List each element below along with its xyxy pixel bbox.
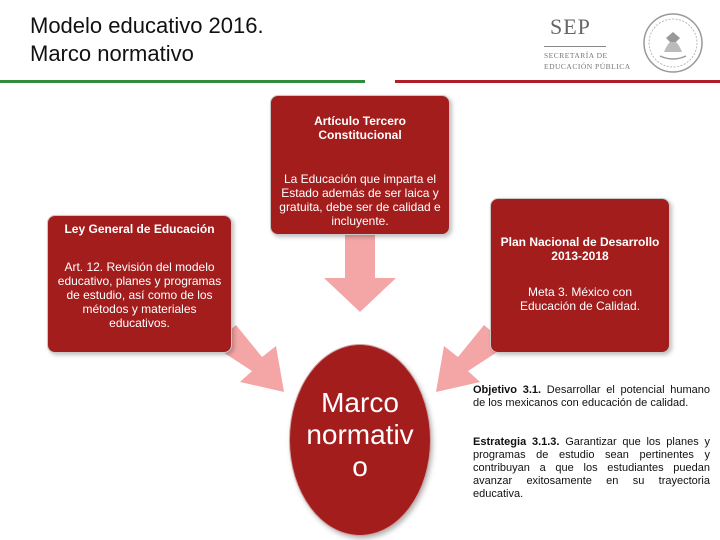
center-line-2: normativ <box>306 419 414 450</box>
node-plan-nacional <box>490 198 670 353</box>
title-line-1: Modelo educativo 2016. <box>30 13 264 38</box>
node-marco-normativo <box>290 345 430 535</box>
node-articulo-tercero-heading: Artículo Tercero Constitucional <box>314 114 406 142</box>
node-articulo-tercero <box>270 95 450 235</box>
center-line-3: o <box>352 451 368 482</box>
arrow-top-down <box>324 235 396 312</box>
center-line-1: Marco <box>321 387 399 418</box>
node-articulo-tercero-body: La Educación que imparta el Estado además de ser laica y gratuita, debe ser de calidad e incluyente. <box>279 172 441 228</box>
node-ley-general-heading: Ley General de Educación <box>64 222 215 236</box>
sep-wordmark: SEP <box>550 14 591 39</box>
sep-subtitle-line-1: SECRETARÍA DE <box>544 51 608 60</box>
node-ley-general <box>47 215 232 353</box>
sep-subtitle-line-2: EDUCACIÓN PÚBLICA <box>544 62 631 71</box>
node-plan-nacional-heading: Plan Nacional de Desarrollo 2013-2018 <box>500 235 660 263</box>
strategy-text <box>473 436 710 501</box>
objective-body: Desarrollar el potencial humano de los mexicanos con educación de calidad. <box>473 384 710 409</box>
objective-label: Objetivo 3.1. <box>473 384 542 396</box>
node-plan-nacional-body: Meta 3. México con Educación de Calidad. <box>519 285 641 313</box>
strategy-label: Estrategia 3.1.3. <box>473 436 560 448</box>
strategy-body: Garantizar que los planes y programas de estudio sean pertinentes y contribuyan a que los estudiantes puedan avanzar exitosamente en su trayectoria educativa. <box>473 436 710 500</box>
node-ley-general-body: Art. 12. Revisión del modelo educativo, planes y programas de estudio, así como de los métodos y materiales educativos. <box>57 260 222 330</box>
objective-text <box>473 384 710 410</box>
title-line-2: Marco normativo <box>30 41 194 66</box>
